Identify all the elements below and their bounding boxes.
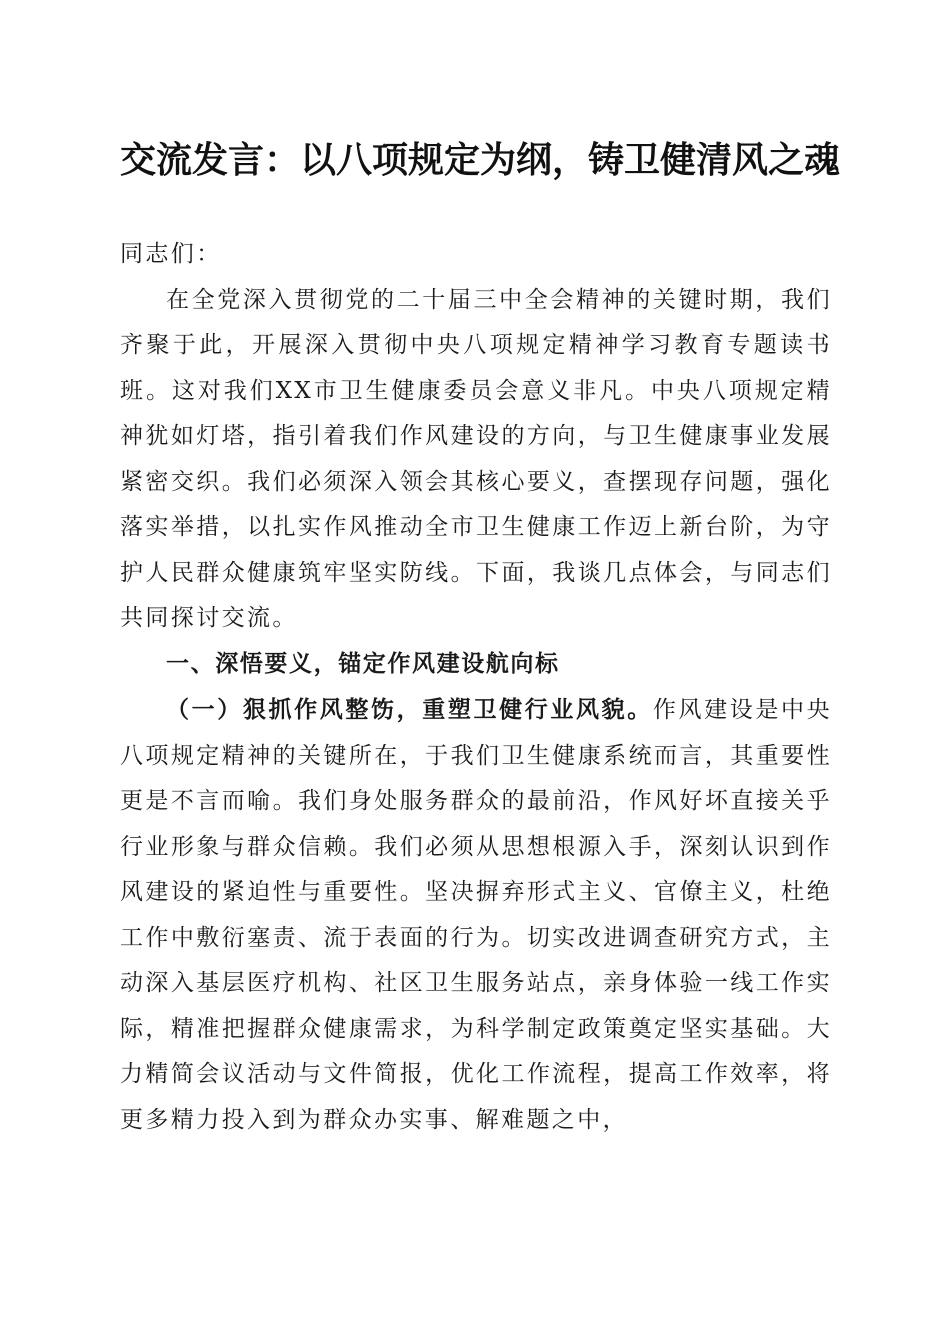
paragraph-intro: 在全党深入贯彻党的二十届三中全会精神的关键时期，我们齐聚于此，开展深入贯彻中央八项规定精神学习教育专题读书班。这对我们XX市卫生健康委员会意义非凡。中央八项规定精神犹如灯塔，指引着我们作风建设的方向，与卫生健康事业发展紧密交织。我们必须深入领会其核心要义，查摆现存问题，强化落实举措，以扎实作风推动全市卫生健康工作迈上新台阶，为守护人民群众健康筑牢坚实防线。下面，我谈几点体会，与同志们共同探讨交流。 bbox=[120, 286, 832, 631]
document-body bbox=[120, 232, 832, 1143]
salutation: 同志们： bbox=[120, 241, 222, 267]
paragraph-subsection-1 bbox=[120, 687, 832, 1143]
section-heading-1: 一、深悟要义，锚定作风建设航向标 bbox=[166, 650, 560, 677]
subsection-text-1: 作风建设是中央八项规定精神的关键所在，于我们卫生健康系统而言，其重要性更是不言而喻。我们身处服务群众的最前沿，作风好坏直接关乎行业形象与群众信赖。我们必须从思想根源入手，深刻认识到作风建设的紧迫性与重要性。坚决摒弃形式主义、官僚主义，杜绝工作中敷衍塞责、流于表面的行为。切实改进调查研究方式，主动深入基层医疗机构、社区卫生服务站点，亲身体验一线工作实际，精准把握群众健康需求，为科学制定政策奠定坚实基础。大力精简会议活动与文件简报，优化工作流程，提高工作效率，将更多精力投入到为群众办实事、解难题之中， bbox=[120, 697, 832, 1133]
document-title: 交流发言：以八项规定为纲，铸卫健清风之魂 bbox=[120, 139, 841, 181]
subsection-title-1: （一）狠抓作风整饬，重塑卫健行业风貌。 bbox=[166, 696, 653, 723]
